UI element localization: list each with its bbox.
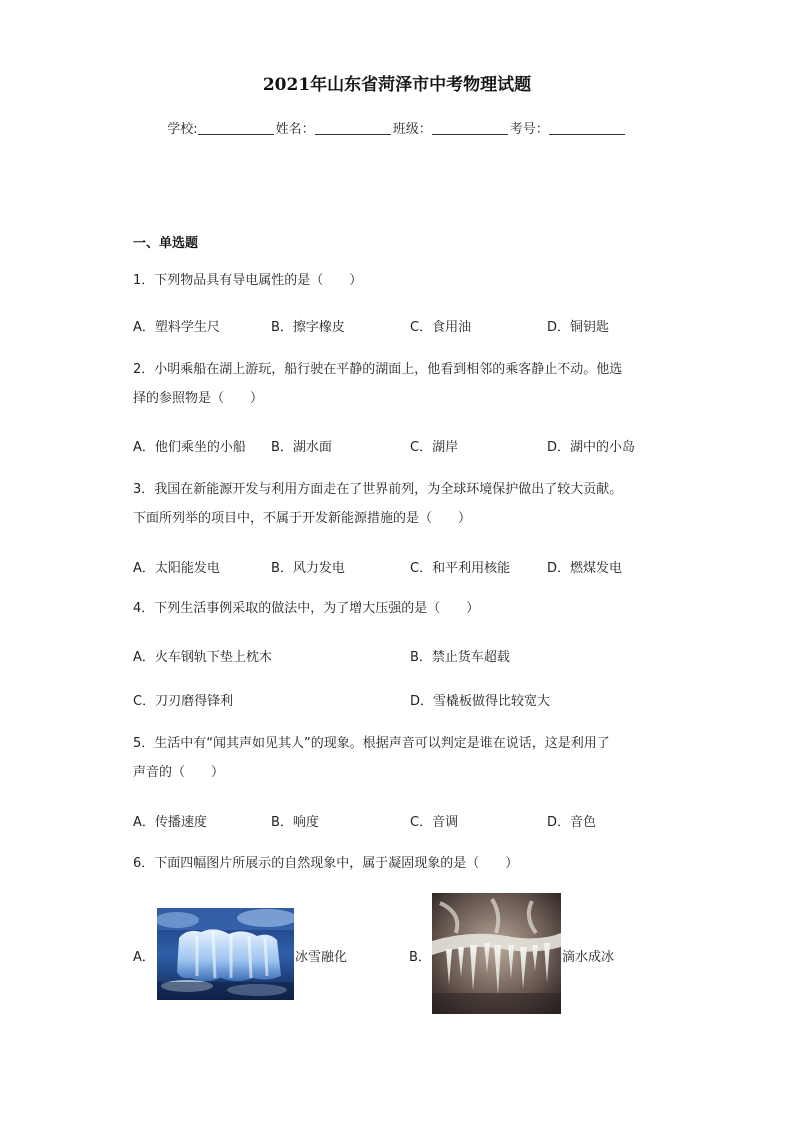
question-text-line: 1．下列物品具有导电属性的是（ ） (133, 273, 363, 288)
question-3-options (133, 557, 663, 577)
option-a[interactable]: A．太阳能发电 (133, 561, 220, 576)
icicles-photo[interactable] (432, 893, 561, 1014)
name-blank[interactable] (315, 122, 391, 135)
option-c[interactable]: C．和平利用核能 (410, 561, 511, 576)
option-a[interactable]: A．他们乘坐的小船 (133, 440, 246, 455)
class-blank[interactable] (432, 122, 508, 135)
question-text-line: 5．生活中有“闻其声如见其人”的现象。根据声音可以判定是谁在说话，这是利用了 (133, 736, 610, 751)
ice-melting-photo[interactable] (157, 908, 294, 1000)
option-c[interactable]: C．食用油 (410, 320, 472, 335)
option-c[interactable]: C．音调 (410, 815, 459, 830)
question-4-options-row-1 (133, 646, 663, 666)
question-text-line: 4．下列生活事例采取的做法中，为了增大压强的是（ ） (133, 601, 480, 616)
option-d[interactable]: D．雪橇板做得比较宽大 (410, 694, 551, 709)
question-1 (133, 266, 663, 295)
option-b[interactable]: B．风力发电 (271, 561, 345, 576)
question-text-line: 3．我国在新能源开发与利用方面走在了世界前列，为全球环境保护做出了较大贡献。 (133, 482, 623, 497)
question-5-options (133, 811, 663, 831)
option-b[interactable]: B．湖水面 (271, 440, 332, 455)
question-6 (133, 849, 663, 878)
option-b-letter[interactable]: B． (409, 950, 431, 965)
question-text-line: 6．下面四幅图片所展示的自然现象中，属于凝固现象的是（ ） (133, 856, 519, 871)
question-5 (133, 729, 663, 787)
option-b[interactable]: B．擦字橡皮 (271, 320, 345, 335)
question-text-line: 下面所列举的项目中，不属于开发新能源措施的是（ ） (133, 511, 472, 526)
option-d[interactable]: D．燃煤发电 (547, 561, 623, 576)
question-1-options (133, 316, 663, 336)
option-d[interactable]: D．铜钥匙 (547, 320, 610, 335)
option-b[interactable]: B．响度 (271, 815, 319, 830)
option-d[interactable]: D．音色 (547, 815, 597, 830)
section-heading: 一、单选题 (133, 236, 199, 251)
question-4 (133, 594, 663, 623)
name-label: 姓名： (275, 122, 315, 137)
option-a-letter[interactable]: A． (133, 950, 155, 965)
option-a[interactable]: A．火车钢轨下垫上枕木 (133, 650, 272, 665)
school-blank[interactable] (198, 122, 274, 135)
question-text-line: 择的参照物是（ ） (133, 391, 264, 406)
question-2-options (133, 436, 663, 456)
question-3 (133, 475, 663, 533)
option-b-caption: 滴水成冰 (562, 950, 615, 965)
option-c[interactable]: C．湖岸 (410, 440, 459, 455)
school-label: 学校: (167, 122, 198, 137)
option-a[interactable]: A．塑料学生尺 (133, 320, 220, 335)
option-c[interactable]: C．刀刃磨得锋利 (133, 694, 234, 709)
option-d[interactable]: D．湖中的小岛 (547, 440, 636, 455)
option-b[interactable]: B．禁止货车超载 (410, 650, 510, 665)
question-4-options-row-2 (133, 690, 663, 710)
option-a-caption: 冰雪融化 (295, 950, 348, 965)
question-2 (133, 355, 663, 413)
question-text-line: 声音的（ ） (133, 765, 225, 780)
page-title: 2021年山东省菏泽市中考物理试题 (262, 75, 532, 95)
exam-no-label: 考号： (509, 122, 549, 137)
question-text-line: 2．小明乘船在湖上游玩，船行驶在平静的湖面上，他看到相邻的乘客静止不动。他选 (133, 362, 623, 377)
option-a[interactable]: A．传播速度 (133, 815, 207, 830)
exam-no-blank[interactable] (549, 122, 625, 135)
class-label: 班级： (392, 122, 432, 137)
student-info-line (0, 118, 794, 137)
